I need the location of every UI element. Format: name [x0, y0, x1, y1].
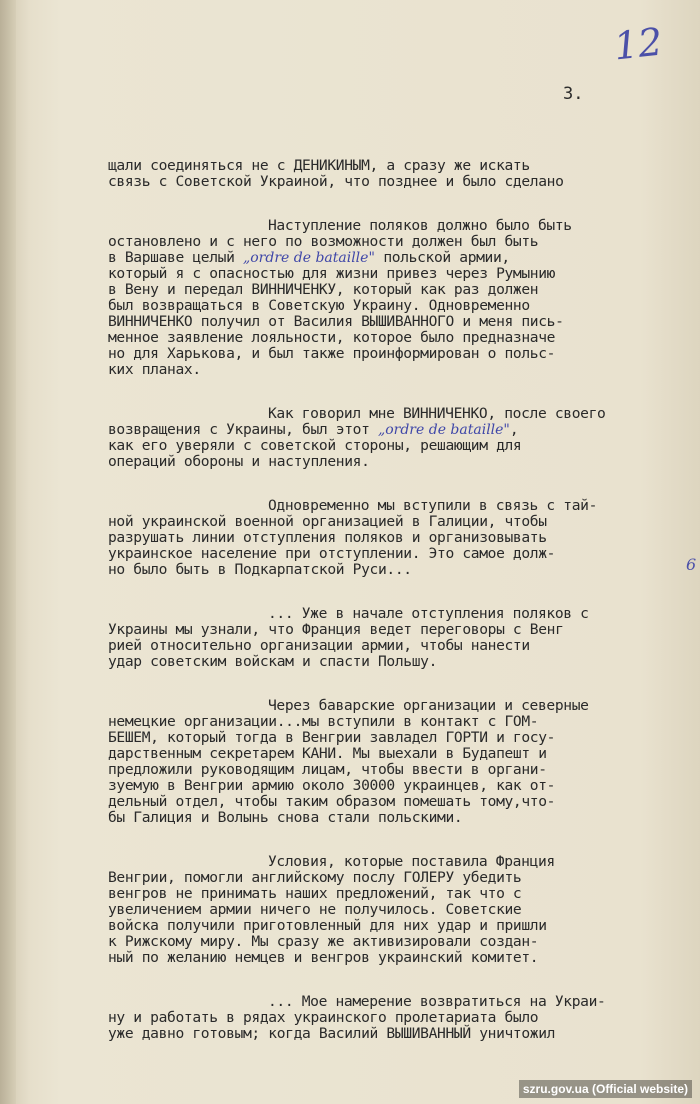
text-line: [108, 422, 692, 438]
text-line: [108, 346, 692, 362]
text-line: [108, 918, 692, 934]
text-line: [108, 362, 692, 378]
typed-segment: украинское население при отступлении. Это самое долж-: [108, 545, 556, 562]
text-line: [108, 886, 692, 902]
typed-segment: операций обороны и наступления.: [108, 453, 370, 470]
typed-segment: который я с опасностью для жизни привез через Румынию: [108, 265, 556, 282]
typed-segment: предложили руководящим лицам, чтобы ввести в органи-: [108, 761, 547, 778]
typed-segment: увеличением армии ничего не получилось. Советские: [108, 901, 522, 918]
typed-segment: остановлено и с него по возможности должен был быть: [108, 233, 539, 250]
text-line: [108, 454, 692, 470]
page-binding-edge: [0, 0, 16, 1104]
paragraph: [108, 994, 692, 1042]
text-line: [108, 698, 692, 714]
text-line: [108, 298, 692, 314]
typed-segment: дарственным секретарем КАНИ. Мы выехали в Будапешт и: [108, 745, 547, 762]
margin-handwritten-mark: 6: [686, 555, 697, 574]
typed-segment: Через баварские организации и северные: [268, 697, 589, 714]
typed-segment: связь с Советской Украиной, что позднее и было сделано: [108, 173, 564, 190]
typed-segment: Наступление поляков должно было быть: [268, 217, 572, 234]
paragraph: [108, 158, 692, 190]
typed-segment: ,: [509, 421, 519, 438]
handwritten-page-number: 12: [611, 19, 665, 69]
text-line: [108, 794, 692, 810]
typed-segment: Условия, которые поставила Франция: [268, 853, 555, 870]
typed-segment: Одновременно мы вступили в связь с тай-: [268, 497, 598, 514]
handwritten-insert: „ordre de bataille": [377, 422, 510, 438]
text-line: [108, 902, 692, 918]
typed-segment: Как говорил мне ВИННИЧЕНКО, после своего: [268, 405, 606, 422]
typed-segment: зуемую в Венгрии армию около 30000 украинцев, как от-: [108, 777, 556, 794]
typed-segment: польской армии,: [374, 249, 510, 266]
text-line: [108, 158, 692, 174]
text-line: [108, 778, 692, 794]
typed-segment: венгров не принимать наших предложений, так что с: [108, 885, 522, 902]
typed-segment: немецкие организации...мы вступили в контакт с ГОМ-: [108, 713, 539, 730]
text-line: [108, 234, 692, 250]
typed-segment: ный по желанию немцев и венгров украинский комитет.: [108, 949, 539, 966]
paragraph: [108, 218, 692, 378]
text-line: [108, 746, 692, 762]
typed-segment: ной украинской военной организацией в Галиции, чтобы: [108, 513, 547, 530]
text-line: [108, 174, 692, 190]
text-line: [108, 250, 692, 266]
text-line: [108, 762, 692, 778]
typed-segment: ну и работать в рядах украинского пролетариата было: [108, 1009, 539, 1026]
typed-segment: дельный отдел, чтобы таким образом помешать тому,что-: [108, 793, 556, 810]
typed-segment: как его уверяли с советской стороны, решающим для: [108, 437, 522, 454]
text-line: [108, 282, 692, 298]
typed-segment: войска получили приготовленный для них удар и пришли: [108, 917, 547, 934]
paragraph: [108, 698, 692, 826]
text-line: [108, 266, 692, 282]
text-line: [108, 314, 692, 330]
text-line: [108, 810, 692, 826]
text-line: [108, 530, 692, 546]
typed-segment: в Вену и передал ВИННИЧЕНКУ, который как раз должен: [108, 281, 539, 298]
text-line: [108, 1026, 692, 1042]
typed-segment: разрушать линии отступления поляков и организовывать: [108, 529, 547, 546]
typed-segment: был возвращаться в Советскую Украину. Одновременно: [108, 297, 530, 314]
typed-segment: Украины мы узнали, что Франция ведет переговоры с Венг: [108, 621, 564, 638]
typed-segment: удар советским войскам и спасти Польшу.: [108, 653, 438, 670]
text-line: [108, 870, 692, 886]
typed-segment: ... Уже в начале отступления поляков с: [268, 605, 589, 622]
typed-segment: возвращения с Украины, был этот: [108, 421, 378, 438]
typed-segment: БЕШЕМ, который тогда в Венгрии завладел ГОРТИ и госу-: [108, 729, 556, 746]
paragraph: [108, 854, 692, 966]
text-line: [108, 514, 692, 530]
text-line: [108, 654, 692, 670]
typed-segment: но было быть в Подкарпатской Руси...: [108, 561, 412, 578]
typed-segment: к Рижскому миру. Мы сразу же активизировали создан-: [108, 933, 539, 950]
text-line: [108, 730, 692, 746]
text-line: [108, 606, 692, 622]
paragraph: [108, 406, 692, 470]
handwritten-insert: „ordre de bataille": [242, 250, 375, 266]
typed-segment: ВИННИЧЕНКО получил от Василия ВЫШИВАННОГО и меня пись-: [108, 313, 564, 330]
typed-segment: ... Мое намерение возвратиться на Украи-: [268, 993, 606, 1010]
typed-segment: щали соединяться не с ДЕНИКИНЫМ, а сразу же искать: [108, 157, 530, 174]
text-line: [108, 638, 692, 654]
typed-segment: в Варшаве целый: [108, 249, 243, 266]
typed-segment: Венгрии, помогли английскому послу ГОЛЕРУ убедить: [108, 869, 522, 886]
paragraph: [108, 606, 692, 670]
text-line: [108, 218, 692, 234]
typed-segment: но для Харькова, и был также проинформирован о польс-: [108, 345, 556, 362]
text-line: [108, 330, 692, 346]
text-line: [108, 438, 692, 454]
text-line: [108, 406, 692, 422]
text-line: [108, 714, 692, 730]
typed-segment: уже давно готовым; когда Василий ВЫШИВАННЫЙ уничтожил: [108, 1025, 556, 1042]
typed-segment: ких планах.: [108, 361, 201, 378]
text-line: [108, 934, 692, 950]
text-line: [108, 854, 692, 870]
text-line: [108, 562, 692, 578]
text-line: [108, 950, 692, 966]
typed-segment: рией относительно организации армии, чтобы нанести: [108, 637, 530, 654]
typed-segment: бы Галиция и Волынь снова стали польскими.: [108, 809, 463, 826]
text-line: [108, 1010, 692, 1026]
source-watermark: szru.gov.ua (Official website): [519, 1080, 692, 1098]
text-line: [108, 498, 692, 514]
text-line: [108, 994, 692, 1010]
typed-page-number: 3.: [563, 84, 584, 104]
typed-body-text: [108, 158, 692, 1070]
text-line: [108, 546, 692, 562]
paragraph: [108, 498, 692, 578]
typed-segment: менное заявление лояльности, которое было предназначе: [108, 329, 556, 346]
text-line: [108, 622, 692, 638]
